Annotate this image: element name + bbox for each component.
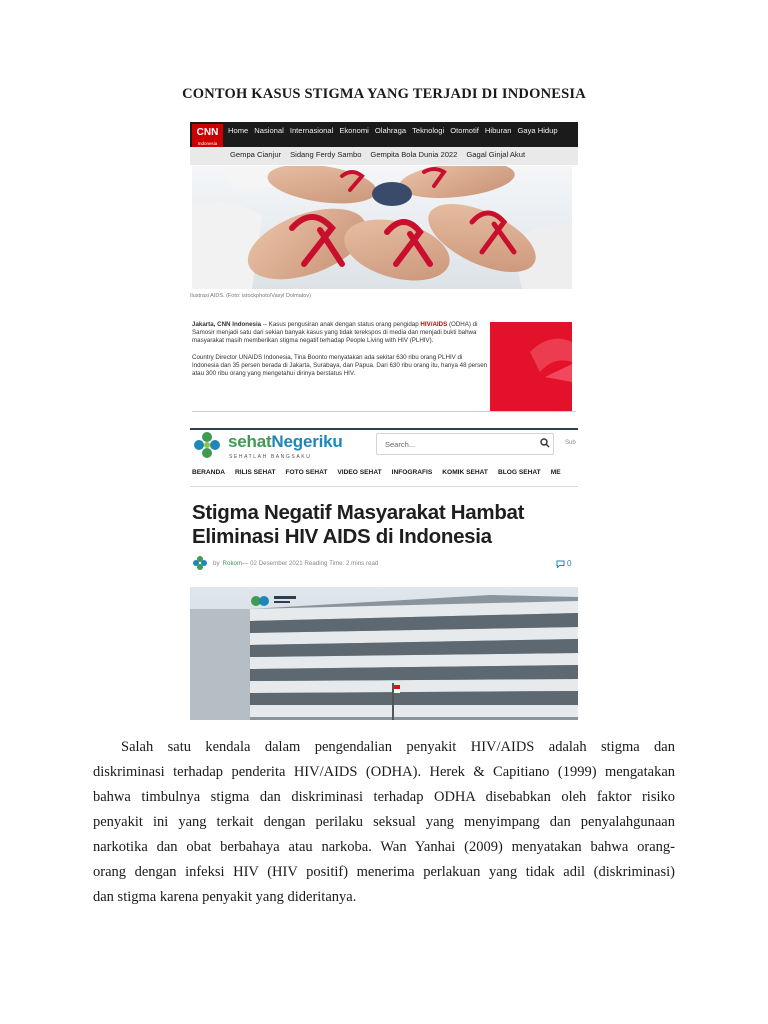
divider [192,411,576,412]
nav-item-foto-sehat[interactable]: FOTO SEHAT [285,469,328,476]
cnn-nav-item[interactable]: Hiburan [484,126,512,135]
sehatnegeriku-article-screenshot [190,428,578,720]
cnn-topic-link[interactable]: Sidang Ferdy Sambo [290,150,362,159]
brand-part: sehat [228,432,272,451]
nav-item-rilis-sehat[interactable]: RILIS SEHAT [234,469,276,476]
nav-item-infografis[interactable]: INFOGRAFIS [391,469,433,476]
cnn-nav-item[interactable]: Ekonomi [339,126,369,135]
cnn-nav-item[interactable]: Internasional [289,126,334,135]
cnn-article-screenshot [190,122,578,412]
cnn-article-body [192,321,488,386]
comment-icon [556,560,565,568]
brand-tagline: SEHATLAH BANGSAKU [229,454,312,460]
paragraph-line: narkotika dan obat berbahaya atau narkoba. Wan Yanhai (2009) menyatakan bahwa orang- [93,839,675,855]
hands-illustration [192,166,572,289]
article-headline[interactable] [192,501,578,549]
cnn-nav-item[interactable]: Olahraga [374,126,407,135]
cnn-topics [230,150,525,159]
ministry-building-illustration [190,587,578,720]
cnn-nav-item[interactable]: Teknologi [412,126,445,135]
paragraph-text: (ODHA) di Samosir menjadi satu dari sekian banyak kasus yang tidak terekspos di media dan menjadi bukti bahwa masyarakat masih memberikan stigma negatif terhadap People Living with HIV (PLHIV). [192,321,478,345]
line-text: Salah satu kendala dalam pengendalian penyakit HIV/AIDS adalah stigma dan [121,739,675,755]
top-border [190,428,578,430]
cnn-nav-item[interactable]: Otomotif [450,126,479,135]
author-link[interactable]: Rokom [222,559,243,567]
sehatnegeriku-logo-icon[interactable] [192,430,222,460]
body-paragraph [93,735,675,910]
cnn-topic-link[interactable]: Gagal Ginjal Akut [466,150,526,159]
comments-count[interactable] [556,559,571,568]
ad-graphic [490,322,572,412]
cnn-nav-item[interactable]: Home [228,126,249,135]
brand-part: Negeriku [271,432,343,451]
headline-line: Eliminasi HIV AIDS di Indonesia [192,525,492,548]
cnn-paragraph-1 [192,321,488,346]
cnn-logo-text: CNN [196,127,219,138]
cnn-topic-link[interactable]: Gempa Cianjur [230,150,282,159]
cnn-main-nav [228,126,558,135]
building-photo [190,587,578,720]
publish-info: — 02 Desember 2021 Reading Time: 2 mins read [242,559,379,567]
cnn-paragraph-2: Country Director UNAIDS Indonesia, Tina Boonto menyatakan ada sekitar 630 ribu orang PLHIV di Indonesia dan 35 persen berada di Jakarta, Surabaya, dan Papua. Dari 630 ribu orang itu, hanya 48 persen atau 300 ribu orang yang mengetahui dirinya berstatus HIV. [192,353,488,378]
cnn-logo-sub: Indonesia [197,141,218,146]
nav-item-truncated[interactable]: ME [550,469,561,476]
photo-caption: Ilustrasi AIDS. (Foto: istockphoto/Vasyl Dolmatov) [190,293,311,299]
search-icon[interactable] [540,438,550,448]
sehat-main-nav [192,469,561,476]
paragraph-line: dan stigma karena penyakit yang dideritanya. [93,889,357,905]
paragraph-line: orang dengan infeksi HIV (HIV positif) menerima perlakuan yang tidak adil (diskriminasi) [93,864,675,880]
dateline: Jakarta, CNN Indonesia [192,321,262,328]
cnn-topic-link[interactable]: Gempita Bola Dunia 2022 [370,150,458,159]
hands-red-ribbon-photo [192,166,572,289]
article-meta [192,555,378,571]
search-input[interactable]: Search... [376,433,554,455]
paragraph-line: diskriminasi terhadap penderita HIV/AIDS (ODHA). Herek & Capitiano (1999) mengatakan [93,764,675,780]
brand-name[interactable] [228,432,343,452]
nav-item-komik-sehat[interactable]: KOMIK SEHAT [442,469,488,476]
hiv-aids-link[interactable]: HIV/AIDS [420,321,448,328]
paragraph-line: penyakit ini yang terkait dengan perilaku seksual yang menyimpang dan penyalahgunaan [93,814,675,830]
cnn-nav-item[interactable]: Gaya Hidup [517,126,558,135]
nav-item-beranda[interactable]: BERANDA [192,469,225,476]
comments-number: 0 [567,559,572,568]
divider [190,486,578,487]
by-label: by [213,559,220,567]
paragraph-text: -- Kasus pengusiran anak dengan status orang pengidap [261,321,421,328]
nav-item-blog-sehat[interactable]: BLOG SEHAT [497,469,541,476]
ad-banner[interactable] [490,322,572,412]
paragraph-line: bahwa timbulnya stigma dan diskriminasi terhadap ODHA disebabkan oleh faktor risiko [93,789,675,805]
cnn-nav-item[interactable]: Nasional [254,126,284,135]
paragraph-line [93,735,675,760]
nav-item-video-sehat[interactable]: VIDEO SEHAT [337,469,382,476]
subscribe-link[interactable]: Sub [565,440,576,446]
headline-line: Stigma Negatif Masyarakat Hambat [192,501,525,524]
author-avatar-icon [192,555,208,571]
document-title: CONTOH KASUS STIGMA YANG TERJADI DI INDONESIA [182,86,586,102]
